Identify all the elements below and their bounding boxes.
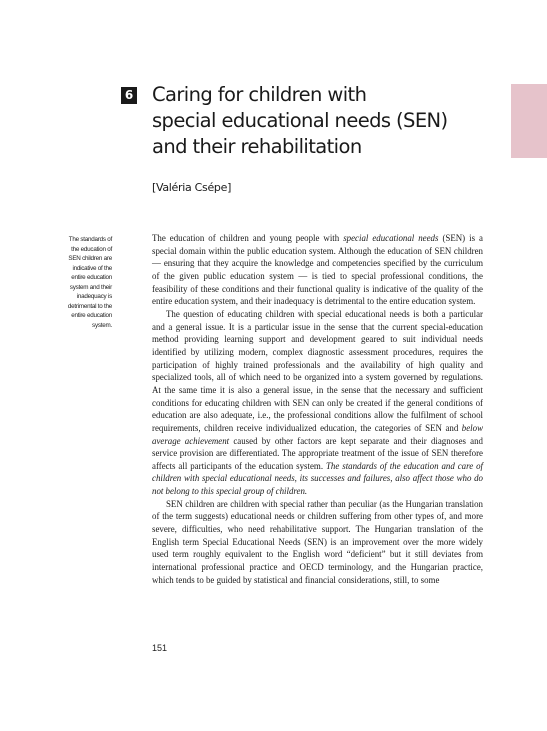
chapter-color-tab: [511, 84, 547, 158]
margin-note: The standards of the education of SEN children are indicative of the entire education system and their inadequacy is detrimental to the entire education system.: [67, 236, 112, 329]
body-text: [152, 232, 483, 586]
paragraph-2: [152, 308, 483, 498]
chapter-number-badge: 6: [121, 87, 137, 104]
chapter-title-line-3: and their rehabilitation: [152, 135, 362, 158]
italic-segment: below average achievement: [152, 422, 483, 446]
text-segment: caused by other factors are kept separate and their diagnoses and service provision are differentiated. The appropriate treatment of the issue of SEN therefore affects all participants of the education system.: [152, 435, 483, 471]
text-segment: The question of educating children with special educational needs is both a particular and a general issue. It is a particular issue in the sense that the current special-education method providing learning support and development geared to suit individual needs identified by utilizing modern, complex diagnostic assessment procedures, requires the participation of highly trained professionals and the availability of high quality and specialized tools, all of which need to be organized into a system governed by regulations. At the same time it is also a general issue, in the sense that the necessary and sufficient conditions for educating children with SEN can only be created if the general conditions of education are also adequate, i.e., the professional conditions allow the fulfilment of school requirements, children receive individualized education, the categories of SEN and: [152, 308, 483, 433]
chapter-author: [Valéria Csépe]: [152, 181, 232, 194]
paragraph-1: [152, 232, 483, 308]
chapter-title-line-1: Caring for children with: [152, 83, 367, 106]
page-number: 151: [152, 643, 168, 653]
text-segment: SEN children are children with special rather than peculiar (as the Hungarian translation of the term suggests) educational needs or children suffering from other types of, and more severe, difficulties, who need rehabilitative support. The Hungarian translation of the English term Special Educational Needs (SEN) is an improvement over the more widely used term roughly equivalent to the English word “deficient” but it still deviates from international professional practice and OECD terminology, and the Hungarian practice, which tends to be guided by statistical and financial considerations, still, to some: [152, 498, 483, 585]
paragraph-3: [152, 498, 483, 587]
text-segment: (SEN) is a special domain within the public education system. Although the education of SEN children — ensuring that they acquire the knowledge and competencies specified by the curriculum of the given public education system — is tied to special professional conditions, the feasibility of these conditions and their functional quality is indicative of the quality of the entire education system, and their inadequacy is detrimental to the entire education system.: [152, 233, 483, 307]
chapter-title-line-2: special educational needs (SEN): [152, 109, 448, 132]
italic-segment: special educational needs: [343, 233, 439, 243]
text-segment: The education of children and young people with: [152, 233, 344, 243]
chapter-title: [152, 82, 472, 160]
italic-segment: The standards of the education and care of children with special educational needs, its successes and failures, also affect those who do not belong to this special group of children.: [152, 460, 483, 497]
